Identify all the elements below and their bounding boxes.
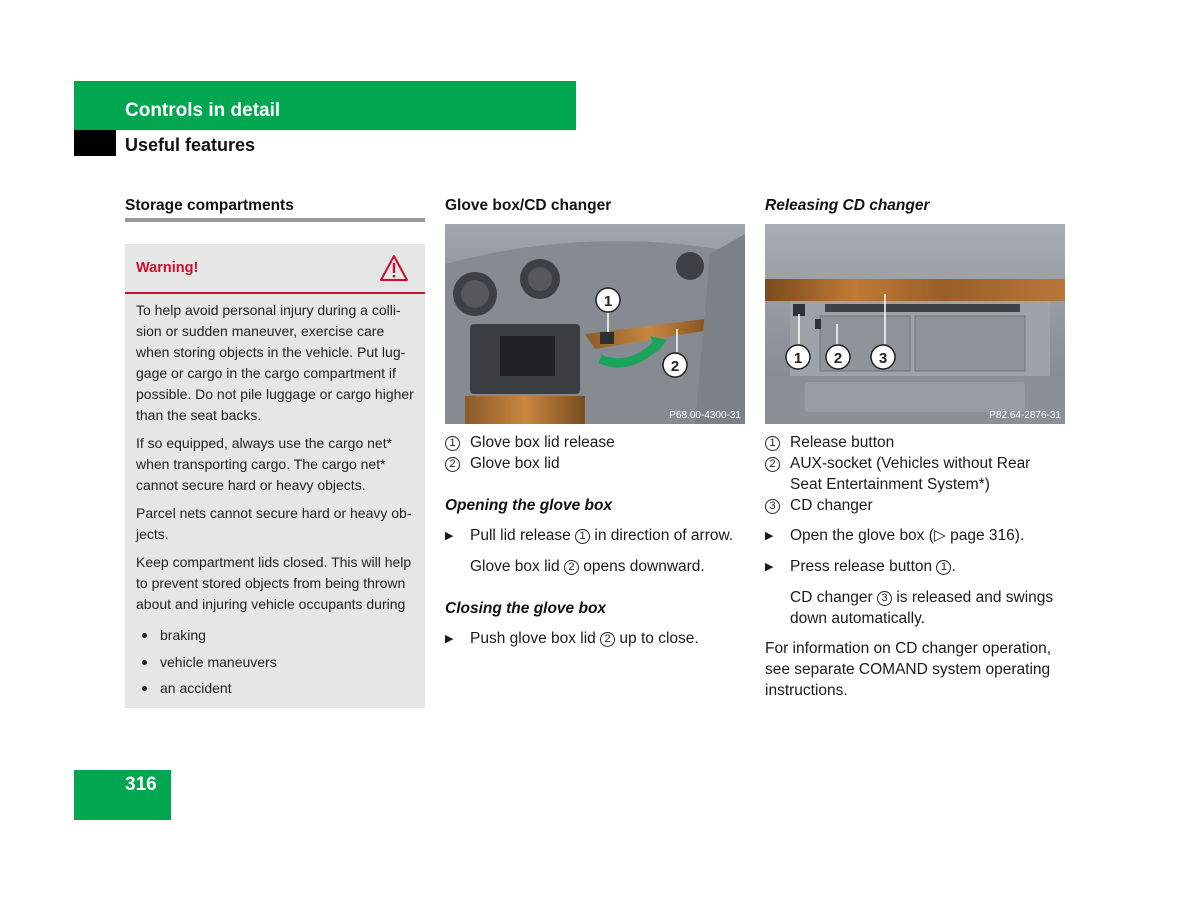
warning-body <box>125 294 425 702</box>
step-text: Press release button <box>790 558 937 575</box>
opening-heading: Opening the glove box <box>445 497 613 514</box>
callout-number: 2 <box>765 457 780 472</box>
legend-text: Glove box lid release <box>470 434 615 451</box>
cd-changer-heading: Releasing CD changer <box>765 197 930 214</box>
result-text: is released and swings down automatically. <box>790 589 1054 627</box>
result-text: CD changer <box>790 589 878 606</box>
figure-code: P68.00-4300-31 <box>669 410 741 421</box>
callout-label: 2 <box>670 358 680 375</box>
callout-number: 1 <box>765 436 780 451</box>
callout-label: 1 <box>793 350 803 367</box>
info-paragraph: For information on CD changer operation, see separate COMAND system operating instructions. <box>765 640 1052 699</box>
warning-triangle-icon <box>379 254 409 282</box>
arrow-bullet-icon: ▶ <box>765 561 774 573</box>
figure-code: P82.64-2876-31 <box>989 410 1061 421</box>
arrow-bullet-icon: ▶ <box>445 633 454 645</box>
instruction-step <box>445 628 745 650</box>
heading-rule <box>125 218 425 222</box>
callout-number: 1 <box>936 560 951 575</box>
step-text: Pull lid release <box>470 527 576 544</box>
cd-changer-legend <box>765 432 1065 516</box>
warning-paragraph: Keep compartment lids closed. This will help to prevent stored objects from being thrown about and injuring vehicle occupants during <box>136 554 412 612</box>
step-text: in direction of arrow. <box>590 527 734 544</box>
callout-number: 1 <box>575 529 590 544</box>
page-number: 316 <box>125 774 157 795</box>
callout-number: 3 <box>877 591 892 606</box>
storage-heading: Storage compartments <box>125 197 294 214</box>
step-text: Push glove box lid <box>470 630 601 647</box>
warning-paragraph: If so equipped, always use the cargo net* when transporting cargo. The cargo net* cannot secure hard or heavy objects. <box>136 435 393 493</box>
instruction-result <box>470 556 745 577</box>
warning-header <box>125 244 425 294</box>
callout-number: 1 <box>445 436 460 451</box>
legend-text: AUX-socket (Vehicles without Rear Seat Entertainment System*) <box>790 455 1031 493</box>
page-reference-link[interactable]: ▷ page 316 <box>933 527 1015 544</box>
list-item: braking <box>136 622 415 649</box>
warning-paragraph: Parcel nets cannot secure hard or heavy ob-jects. <box>136 505 412 542</box>
column-glovebox <box>445 196 745 650</box>
legend-text: Glove box lid <box>470 455 560 472</box>
instruction-step <box>445 525 745 547</box>
callout-number: 3 <box>765 499 780 514</box>
callout-number: 2 <box>600 632 615 647</box>
legend-row <box>765 453 1065 495</box>
callout-label: 1 <box>603 293 613 310</box>
step-text: Open the glove box ( <box>790 527 934 544</box>
list-item: an accident <box>136 675 415 702</box>
closing-heading: Closing the glove box <box>445 600 607 617</box>
warning-label: Warning! <box>136 260 199 276</box>
callout-label: 2 <box>833 350 843 367</box>
legend-text: Release button <box>790 434 895 451</box>
glovebox-figure <box>445 224 745 424</box>
column-cd-changer <box>765 196 1065 701</box>
legend-row <box>445 453 745 474</box>
cd-changer-photo <box>765 224 1065 424</box>
result-text: opens downward. <box>578 558 705 575</box>
instruction-step <box>765 525 1065 547</box>
legend-row <box>445 432 745 453</box>
glovebox-heading: Glove box/CD changer <box>445 197 612 214</box>
arrow-bullet-icon: ▶ <box>765 530 774 542</box>
header-marker <box>74 130 116 156</box>
glovebox-legend <box>445 432 745 474</box>
callout-label: 3 <box>878 350 888 367</box>
step-text: up to close. <box>615 630 699 647</box>
arrow-bullet-icon: ▶ <box>445 530 454 542</box>
warning-box <box>125 244 425 708</box>
glovebox-photo <box>445 224 745 424</box>
warning-paragraph: To help avoid personal injury during a colli-sion or sudden maneuver, exercise care when storing objects in the vehicle. Put lug-gage or cargo in the cargo compartment if possible. Do not pile luggage or cargo higher than the seat backs. <box>136 302 414 423</box>
cd-changer-figure <box>765 224 1065 424</box>
list-item: vehicle maneuvers <box>136 649 415 676</box>
callout-number: 2 <box>445 457 460 472</box>
legend-row <box>765 495 1065 516</box>
section-subtitle: Useful features <box>125 135 256 155</box>
instruction-step <box>765 556 1065 578</box>
result-text: Glove box lid <box>470 558 564 575</box>
warning-list <box>136 622 415 702</box>
step-text: ). <box>1014 527 1025 544</box>
instruction-result <box>790 587 1065 629</box>
callout-number: 2 <box>564 560 579 575</box>
legend-row <box>765 432 1065 453</box>
column-storage <box>125 196 425 708</box>
legend-text: CD changer <box>790 497 873 514</box>
section-title: Controls in detail <box>125 100 281 121</box>
step-text: . <box>951 558 956 575</box>
